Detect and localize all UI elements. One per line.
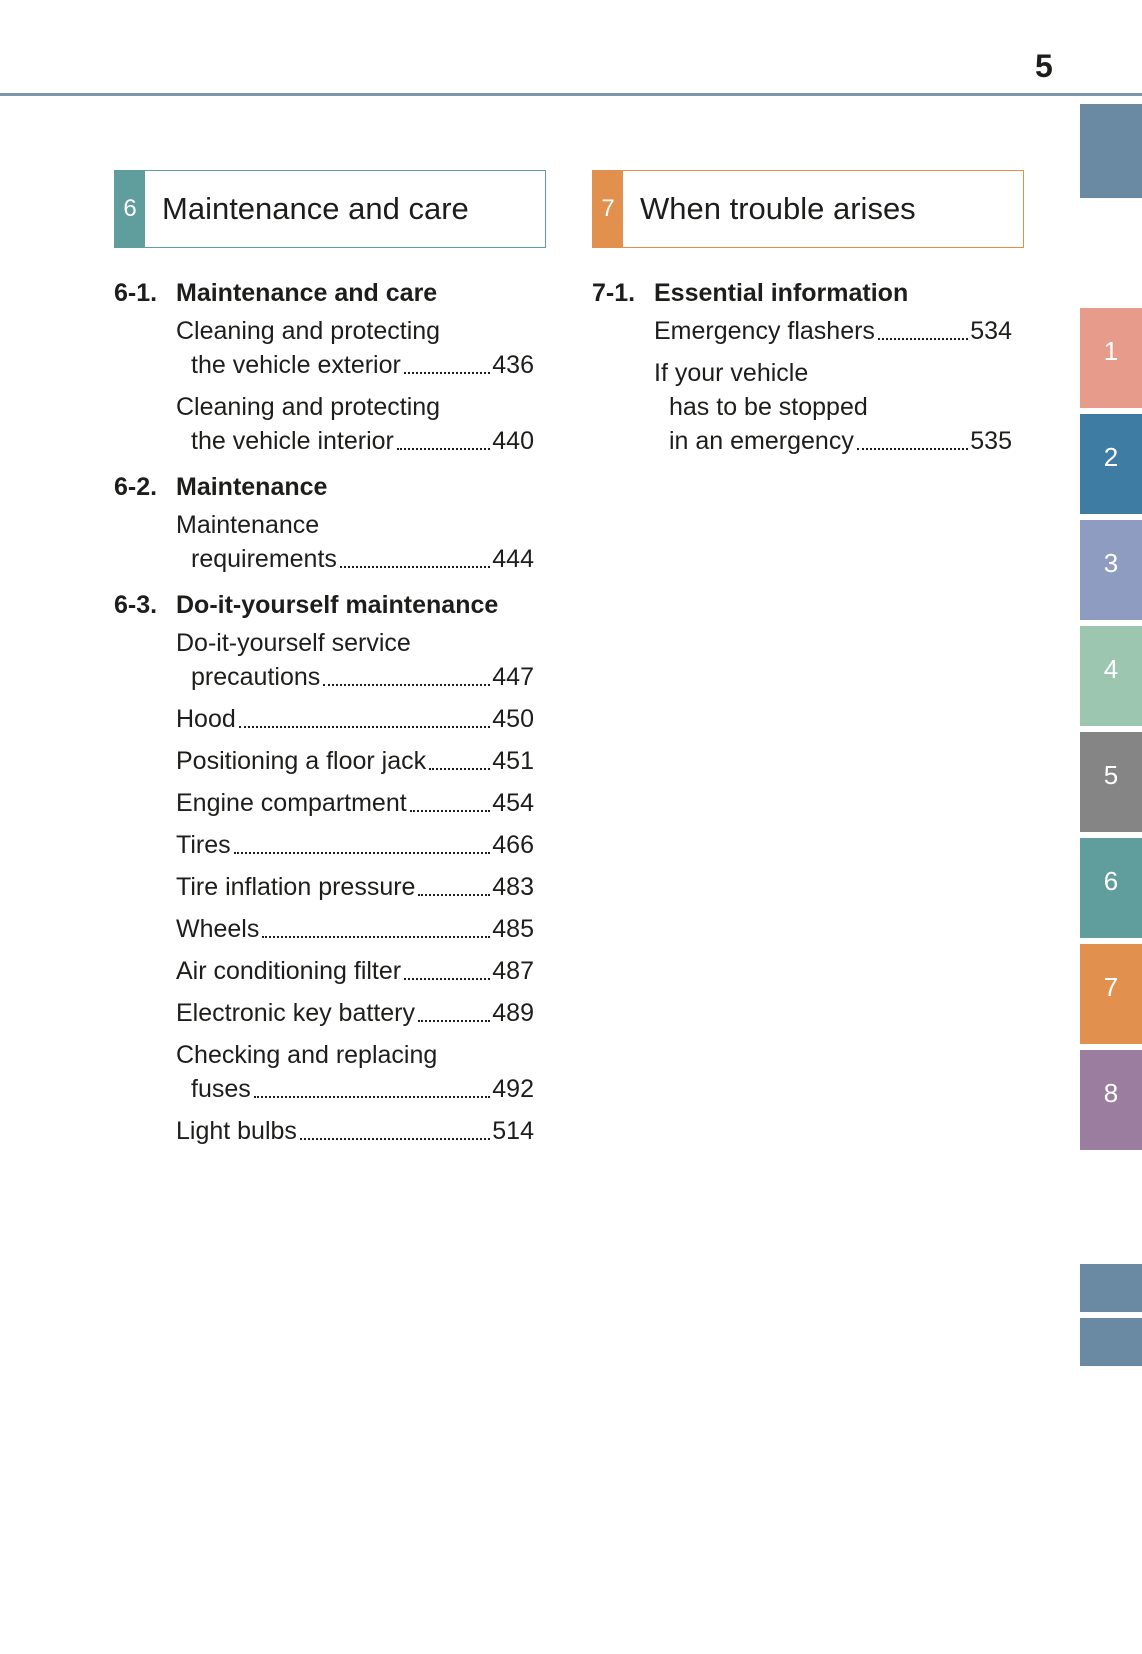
dot-leader	[262, 936, 490, 938]
side-tab-blank-bottom-2[interactable]	[1080, 1318, 1142, 1366]
dot-leader	[429, 768, 490, 770]
dot-leader	[404, 372, 490, 374]
entry-line-leader	[114, 744, 534, 778]
entry-line-leader	[114, 828, 534, 862]
entry-line: Cleaning and protecting	[176, 317, 441, 345]
section-6-3	[114, 584, 534, 626]
entry-line-leader	[592, 424, 1012, 458]
entry-page: 436	[492, 351, 534, 379]
section-number: 6-2.	[114, 473, 158, 501]
dot-leader	[239, 726, 491, 728]
dot-leader	[878, 338, 968, 340]
side-tab-2[interactable]: 2	[1080, 414, 1142, 514]
dot-leader	[323, 684, 490, 686]
toc-entry[interactable]	[592, 314, 1012, 348]
dot-leader	[300, 1138, 490, 1140]
entry-text: Tire inflation pressure	[176, 873, 416, 901]
toc-entry[interactable]	[114, 828, 534, 862]
entry-line-leader	[114, 702, 534, 736]
entry-text: the vehicle exterior	[191, 351, 401, 379]
entry-page: 444	[492, 545, 534, 573]
chapter-7-header	[592, 170, 1024, 248]
chapter-7-toc	[592, 272, 1012, 466]
entry-text: requirements	[191, 545, 337, 573]
toc-entry[interactable]	[114, 744, 534, 778]
entry-text: Positioning a floor jack	[176, 747, 427, 775]
chapter-6-header	[114, 170, 546, 248]
section-6-2	[114, 466, 534, 508]
dot-leader	[340, 566, 490, 568]
entry-text: Air conditioning filter	[176, 957, 402, 985]
dot-leader	[857, 448, 968, 450]
toc-entry[interactable]	[114, 314, 534, 382]
entry-text: Light bulbs	[176, 1117, 297, 1145]
toc-entry[interactable]	[592, 356, 1012, 458]
dot-leader	[410, 810, 491, 812]
entry-page: 492	[492, 1075, 534, 1103]
section-number: 6-3.	[114, 591, 158, 619]
toc-entry[interactable]	[114, 702, 534, 736]
entry-line-leader	[114, 786, 534, 820]
entry-text: Tires	[176, 831, 231, 859]
page-number: 5	[1035, 48, 1053, 84]
entry-text: Wheels	[176, 915, 260, 943]
dot-leader	[404, 978, 490, 980]
entry-page: 489	[492, 999, 534, 1027]
entry-text: Hood	[176, 705, 236, 733]
side-tab-3[interactable]: 3	[1080, 520, 1142, 620]
chapter-7-title: When trouble arises	[640, 191, 916, 226]
toc-entry[interactable]	[114, 786, 534, 820]
section-7-1	[592, 272, 1012, 314]
entry-text: Emergency flashers	[654, 317, 875, 345]
entry-line-leader	[114, 1114, 534, 1148]
entry-page: 514	[492, 1117, 534, 1145]
dot-leader	[418, 1020, 490, 1022]
dot-leader	[397, 448, 490, 450]
toc-entry[interactable]	[114, 390, 534, 458]
entry-line: If your vehicle	[654, 359, 809, 387]
toc-entry[interactable]	[114, 508, 534, 576]
section-title[interactable]: Maintenance	[176, 473, 328, 501]
entry-line-leader	[114, 542, 534, 576]
entry-page: 534	[970, 317, 1012, 345]
entry-line-leader	[114, 1072, 534, 1106]
side-tab-blank-bottom-1[interactable]	[1080, 1264, 1142, 1312]
entry-line-leader	[114, 996, 534, 1030]
entry-line-leader	[114, 348, 534, 382]
section-title[interactable]: Maintenance and care	[176, 279, 438, 307]
toc-entry[interactable]	[114, 870, 534, 904]
entry-page: 440	[492, 427, 534, 455]
entry-page: 454	[492, 789, 534, 817]
entry-text: Engine compartment	[176, 789, 407, 817]
entry-line: Maintenance	[176, 511, 320, 539]
entry-line: Do-it-yourself service	[176, 629, 411, 657]
section-title[interactable]: Essential information	[654, 279, 909, 307]
side-tab-7[interactable]: 7	[1080, 944, 1142, 1044]
toc-entry[interactable]	[114, 626, 534, 694]
entry-line-leader	[114, 870, 534, 904]
entry-page: 483	[492, 873, 534, 901]
chapter-6-title: Maintenance and care	[162, 191, 469, 226]
dot-leader	[254, 1096, 491, 1098]
entry-line-leader	[114, 954, 534, 988]
entry-text: precautions	[191, 663, 321, 691]
entry-page: 466	[492, 831, 534, 859]
entry-line-leader	[592, 314, 1012, 348]
entry-page: 535	[970, 427, 1012, 455]
entry-page: 447	[492, 663, 534, 691]
dot-leader	[418, 894, 490, 896]
entry-text: Electronic key battery	[176, 999, 415, 1027]
side-tab-8[interactable]: 8	[1080, 1050, 1142, 1150]
entry-line-leader	[114, 660, 534, 694]
chapter-6-number: 6	[115, 171, 145, 247]
entry-page: 451	[492, 747, 534, 775]
entry-line: Cleaning and protecting	[176, 393, 441, 421]
toc-entry[interactable]	[114, 912, 534, 946]
entry-page: 485	[492, 915, 534, 943]
entry-page: 487	[492, 957, 534, 985]
entry-text: fuses	[191, 1075, 251, 1103]
entry-line: has to be stopped	[669, 393, 868, 421]
entry-line-leader	[114, 424, 534, 458]
section-number: 7-1.	[592, 279, 636, 307]
section-title[interactable]: Do-it-yourself maintenance	[176, 591, 499, 619]
entry-page: 450	[492, 705, 534, 733]
entry-line: Checking and replacing	[176, 1041, 438, 1069]
section-number: 6-1.	[114, 279, 158, 307]
chapter-7-number: 7	[593, 171, 623, 247]
toc-entry[interactable]	[114, 996, 534, 1030]
side-tab-blank-top[interactable]	[1080, 104, 1142, 198]
dot-leader	[234, 852, 491, 854]
section-6-1	[114, 272, 534, 314]
top-rule	[0, 93, 1142, 96]
entry-line-leader	[114, 912, 534, 946]
side-tab-1[interactable]: 1	[1080, 308, 1142, 408]
side-tab-6[interactable]: 6	[1080, 838, 1142, 938]
toc-entry[interactable]	[114, 1114, 534, 1148]
side-tab-4[interactable]: 4	[1080, 626, 1142, 726]
entry-text: in an emergency	[669, 427, 854, 455]
side-tab-5[interactable]: 5	[1080, 732, 1142, 832]
toc-entry[interactable]	[114, 954, 534, 988]
toc-entry[interactable]	[114, 1038, 534, 1106]
chapter-6-toc	[114, 272, 534, 1156]
entry-text: the vehicle interior	[191, 427, 394, 455]
